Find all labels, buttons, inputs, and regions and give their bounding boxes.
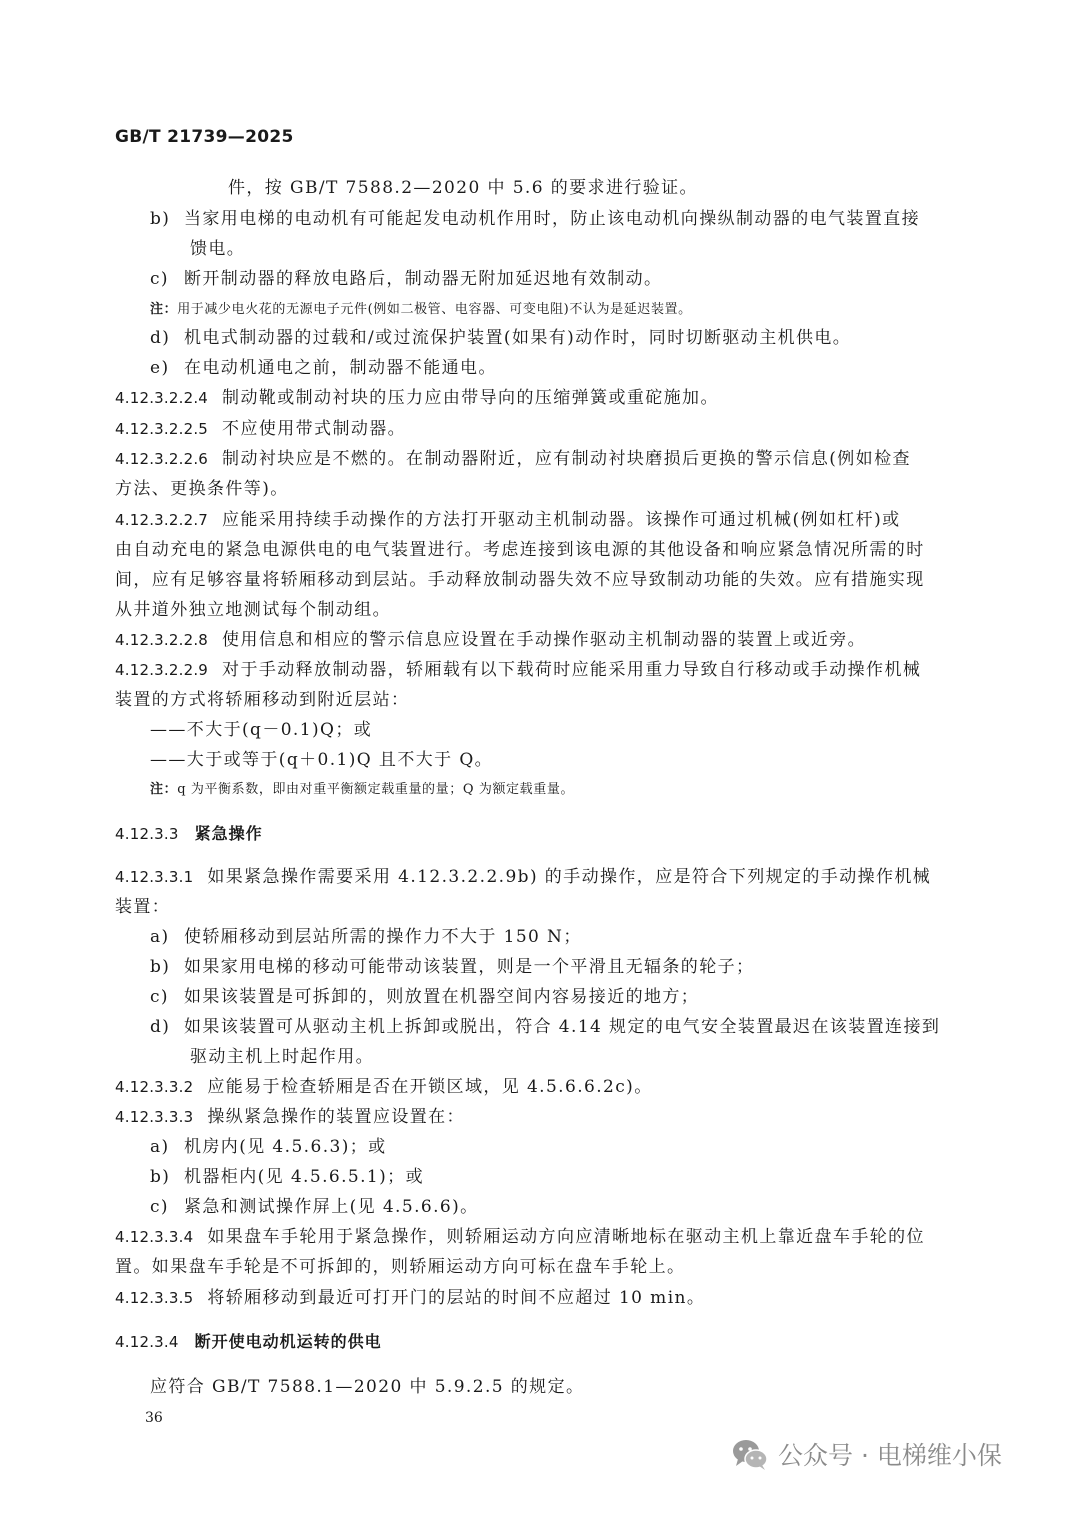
- standard-code: GB/T 21739—2025: [115, 127, 294, 147]
- section-heading: 4.12.3.3 紧急操作: [115, 824, 263, 843]
- list-item: c) 断开制动器的释放电路后，制动器无附加延迟地有效制动。: [150, 269, 663, 289]
- clause-number: 4.12.3.2.2.8: [115, 631, 209, 649]
- dash-item: ——大于或等于(q＋0.1)Q 且不大于 Q。: [150, 750, 494, 770]
- clause-number: 4.12.3.3.3: [115, 1108, 194, 1126]
- list-label: b): [150, 957, 171, 977]
- clause-number: 4.12.3.2.2.4: [115, 389, 209, 407]
- list-label: b): [150, 1167, 171, 1187]
- list-item: a) 机房内(见 4.5.6.3)；或: [150, 1137, 387, 1157]
- section-heading: 4.12.3.4 断开使电动机运转的供电: [115, 1332, 382, 1351]
- list-item: b) 如果家用电梯的移动可能带动该装置，则是一个平滑且无辐条的轮子；: [150, 957, 755, 977]
- text-line: 驱动主机上时起作用。: [190, 1047, 374, 1067]
- text-line: 从井道外独立地测试每个制动组。: [115, 600, 391, 620]
- text-line: 间，应有足够容量将轿厢移动到层站。手动释放制动器失效不应导致制动功能的失效。应有措施实现: [115, 570, 925, 590]
- clause: 4.12.3.2.2.7 应能采用持续手动操作的方法打开驱动主机制动器。该操作可通过机械(例如杠杆)或: [115, 510, 901, 530]
- list-label: b): [150, 209, 171, 229]
- list-label: c): [150, 1197, 169, 1217]
- clause: 4.12.3.3.5 将轿厢移动到最近可打开门的层站的时间不应超过 10 min。: [115, 1288, 706, 1308]
- clause-number: 4.12.3.3.5: [115, 1289, 194, 1307]
- clause: 4.12.3.3.1 如果紧急操作需要采用 4.12.3.2.2.9b) 的手动操作，应是符合下列规定的手动操作机械: [115, 867, 932, 887]
- clause: 4.12.3.3.2 应能易于检查轿厢是否在开锁区域，见 4.5.6.6.2c)。: [115, 1077, 653, 1097]
- text-line: 置。如果盘车手轮是不可拆卸的，则轿厢运动方向可标在盘车手轮上。: [115, 1257, 686, 1277]
- text-line: 件，按 GB/T 7588.2—2020 中 5.6 的要求进行验证。: [228, 178, 698, 198]
- clause: 4.12.3.2.2.8 使用信息和相应的警示信息应设置在手动操作驱动主机制动器的装置上或近旁。: [115, 630, 867, 650]
- list-label: c): [150, 269, 169, 289]
- list-item: b) 机器柜内(见 4.5.6.5.1)；或: [150, 1167, 424, 1187]
- text-line: 方法、更换条件等)。: [115, 479, 289, 499]
- clause-number: 4.12.3.3.1: [115, 868, 194, 886]
- clause-number: 4.12.3.2.2.6: [115, 450, 209, 468]
- clause-number: 4.12.3.2.2.7: [115, 511, 209, 529]
- text-line: 馈电。: [190, 239, 246, 259]
- list-item: c) 紧急和测试操作屏上(见 4.5.6.6)。: [150, 1197, 479, 1217]
- text-line: 装置：: [115, 897, 171, 917]
- clause: 4.12.3.2.2.6 制动衬块应是不燃的。在制动器附近，应有制动衬块磨损后更换的警示信息(例如检查: [115, 449, 911, 469]
- text-line: 装置的方式将轿厢移动到附近层站：: [115, 690, 410, 710]
- list-item: a) 使轿厢移动到层站所需的操作力不大于 150 N；: [150, 927, 582, 947]
- list-label: d): [150, 1017, 171, 1037]
- note: 注：用于减少电火花的无源电子元件(例如二极管、电容器、可变电阻)不认为是延迟装置。: [150, 302, 692, 317]
- clause: 4.12.3.3.4 如果盘车手轮用于紧急操作，则轿厢运动方向应清晰地标在驱动主机上靠近盘车手轮的位: [115, 1227, 925, 1247]
- watermark: [730, 1434, 1002, 1474]
- list-label: c): [150, 987, 169, 1007]
- list-label: a): [150, 1137, 170, 1157]
- wechat-icon: [730, 1434, 770, 1474]
- text-line: 由自动充电的紧急电源供电的电气装置进行。考虑连接到该电源的其他设备和响应紧急情况所需的时: [115, 540, 925, 560]
- clause-number: 4.12.3.3: [115, 825, 179, 843]
- clause-number: 4.12.3.4: [115, 1333, 179, 1351]
- clause-number: 4.12.3.3.2: [115, 1078, 194, 1096]
- list-item: c) 如果该装置是可拆卸的，则放置在机器空间内容易接近的地方；: [150, 987, 700, 1007]
- list-item: d) 如果该装置可从驱动主机上拆卸或脱出，符合 4.14 规定的电气安全装置最迟在该装置连接到: [150, 1017, 941, 1037]
- note: 注：q 为平衡系数，即由对重平衡额定载重量的量；Q 为额定载重量。: [150, 782, 575, 797]
- clause: 4.12.3.2.2.9 对于手动释放制动器，轿厢载有以下载荷时应能采用重力导致自行移动或手动操作机械: [115, 660, 922, 680]
- clause-number: 4.12.3.2.2.9: [115, 661, 209, 679]
- text-line: 应符合 GB/T 7588.1—2020 中 5.9.2.5 的规定。: [150, 1377, 585, 1397]
- list-label: a): [150, 927, 170, 947]
- clause: 4.12.3.3.3 操纵紧急操作的装置应设置在：: [115, 1107, 465, 1127]
- page-number: 36: [145, 1410, 163, 1426]
- list-label: e): [150, 358, 170, 378]
- list-item: b) 当家用电梯的电动机有可能起发电动机作用时，防止该电动机向操纵制动器的电气装置直接: [150, 209, 920, 229]
- dash-item: ——不大于(q－0.1)Q；或: [150, 720, 373, 740]
- clause-number: 4.12.3.2.2.5: [115, 420, 209, 438]
- clause: 4.12.3.2.2.5 不应使用带式制动器。: [115, 419, 407, 439]
- clause-number: 4.12.3.3.4: [115, 1228, 194, 1246]
- clause: 4.12.3.2.2.4 制动靴或制动衬块的压力应由带导向的压缩弹簧或重砣施加。: [115, 388, 719, 408]
- list-item: e) 在电动机通电之前，制动器不能通电。: [150, 358, 497, 378]
- watermark-text: 公众号 · 电梯维小保: [778, 1441, 1002, 1470]
- list-label: d): [150, 328, 171, 348]
- list-item: d) 机电式制动器的过载和/或过流保护装置(如果有)动作时，同时切断驱动主机供电。: [150, 328, 852, 348]
